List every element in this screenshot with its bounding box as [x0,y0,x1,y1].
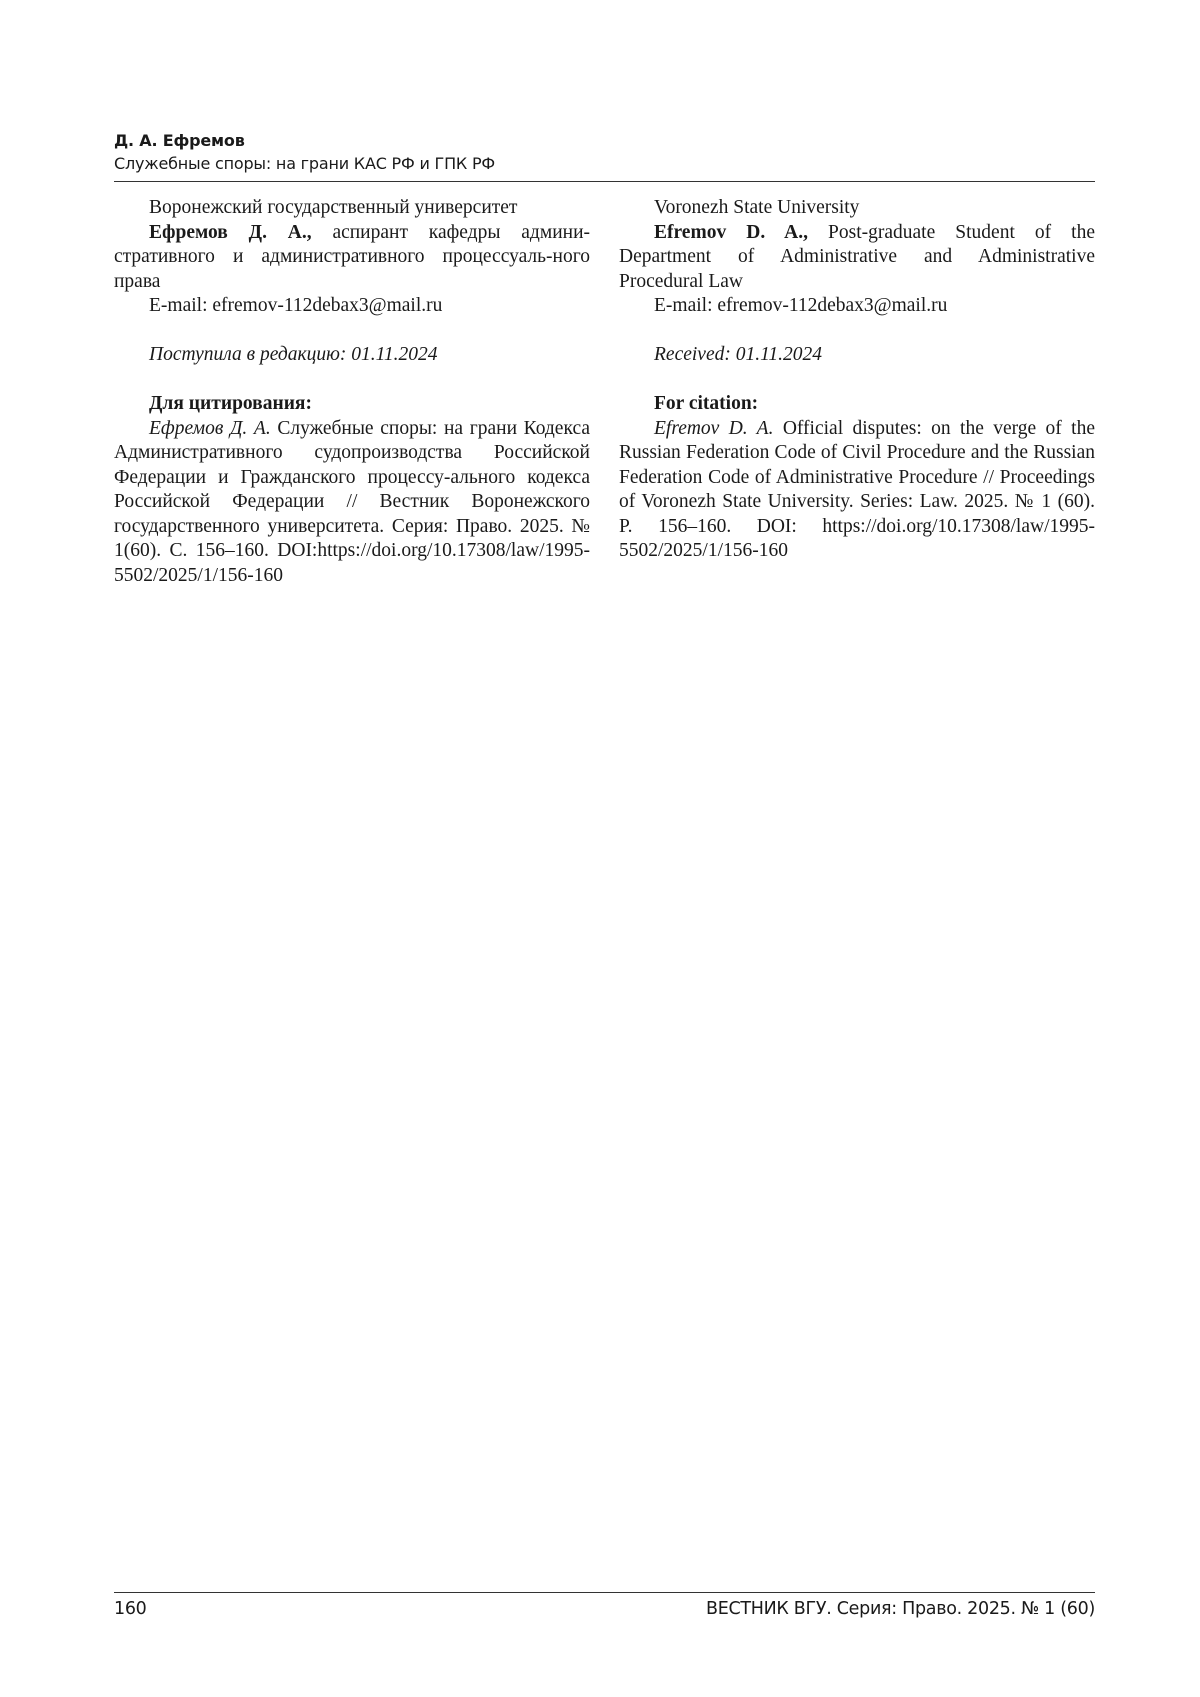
citation-ru [114,417,590,589]
russian-column [114,196,590,588]
citation-heading-ru: Для цитирования: [114,392,590,417]
running-head-author: Д. А. Ефремов [114,130,1095,152]
author-name-en: Efremov D. A., [654,222,808,243]
affiliation-ru: Воронежский государственный университет [114,196,590,221]
page-number: 160 [114,1596,147,1622]
received-ru: Поступила в редакцию: 01.11.2024 [114,343,590,368]
author-position-ru: аспирант кафедры админи-стративного и административного процессуаль-ного права [114,222,590,292]
citation-en [619,417,1095,564]
affiliation-en: Voronezh State University [619,196,1095,221]
author-name-ru: Ефремов Д. А., [149,222,312,243]
english-column [619,196,1095,564]
author-info-en [619,221,1095,295]
email-en: E-mail: efremov-112debax3@mail.ru [619,294,1095,319]
email-ru: E-mail: efremov-112debax3@mail.ru [114,294,590,319]
citation-text-ru: Служебные споры: на грани Кодекса Административного судопроизводства Российской Федерации и Гражданского процессу-ального кодекса Российской Федерации // Вестник Воронежского государственного университета. Серия: Право. 2025. № 1(60). С. 156–160. DOI:https://doi.org/10.17308/law/1995-5502/2025/1/156-160 [114,418,590,586]
author-position-en: Post-graduate Student of the Department of Administrative and Administrative Procedural Law [619,222,1095,292]
citation-author-en: Efremov D. A. [654,418,773,439]
header-divider [114,181,1095,182]
citation-heading-en: For citation: [619,392,1095,417]
footer-divider [114,1592,1095,1593]
author-info-ru [114,221,590,295]
running-head-title: Служебные споры: на грани КАС РФ и ГПК РФ [114,152,1095,176]
received-en: Received: 01.11.2024 [619,343,1095,368]
citation-text-en: Official disputes: on the verge of the Russian Federation Code of Civil Procedure and the Russian Federation Code of Administrative Procedure // Proceedings of Voronezh State University. Series: Law. 2025. № 1 (60). P. 156–160. DOI: https://doi.org/10.17308/law/1995-5502/2025/1/156-160 [619,418,1095,562]
running-head [114,130,1095,176]
citation-author-ru: Ефремов Д. А. [149,418,271,439]
journal-issue: ВЕСТНИК ВГУ. Серия: Право. 2025. № 1 (60) [706,1596,1095,1622]
